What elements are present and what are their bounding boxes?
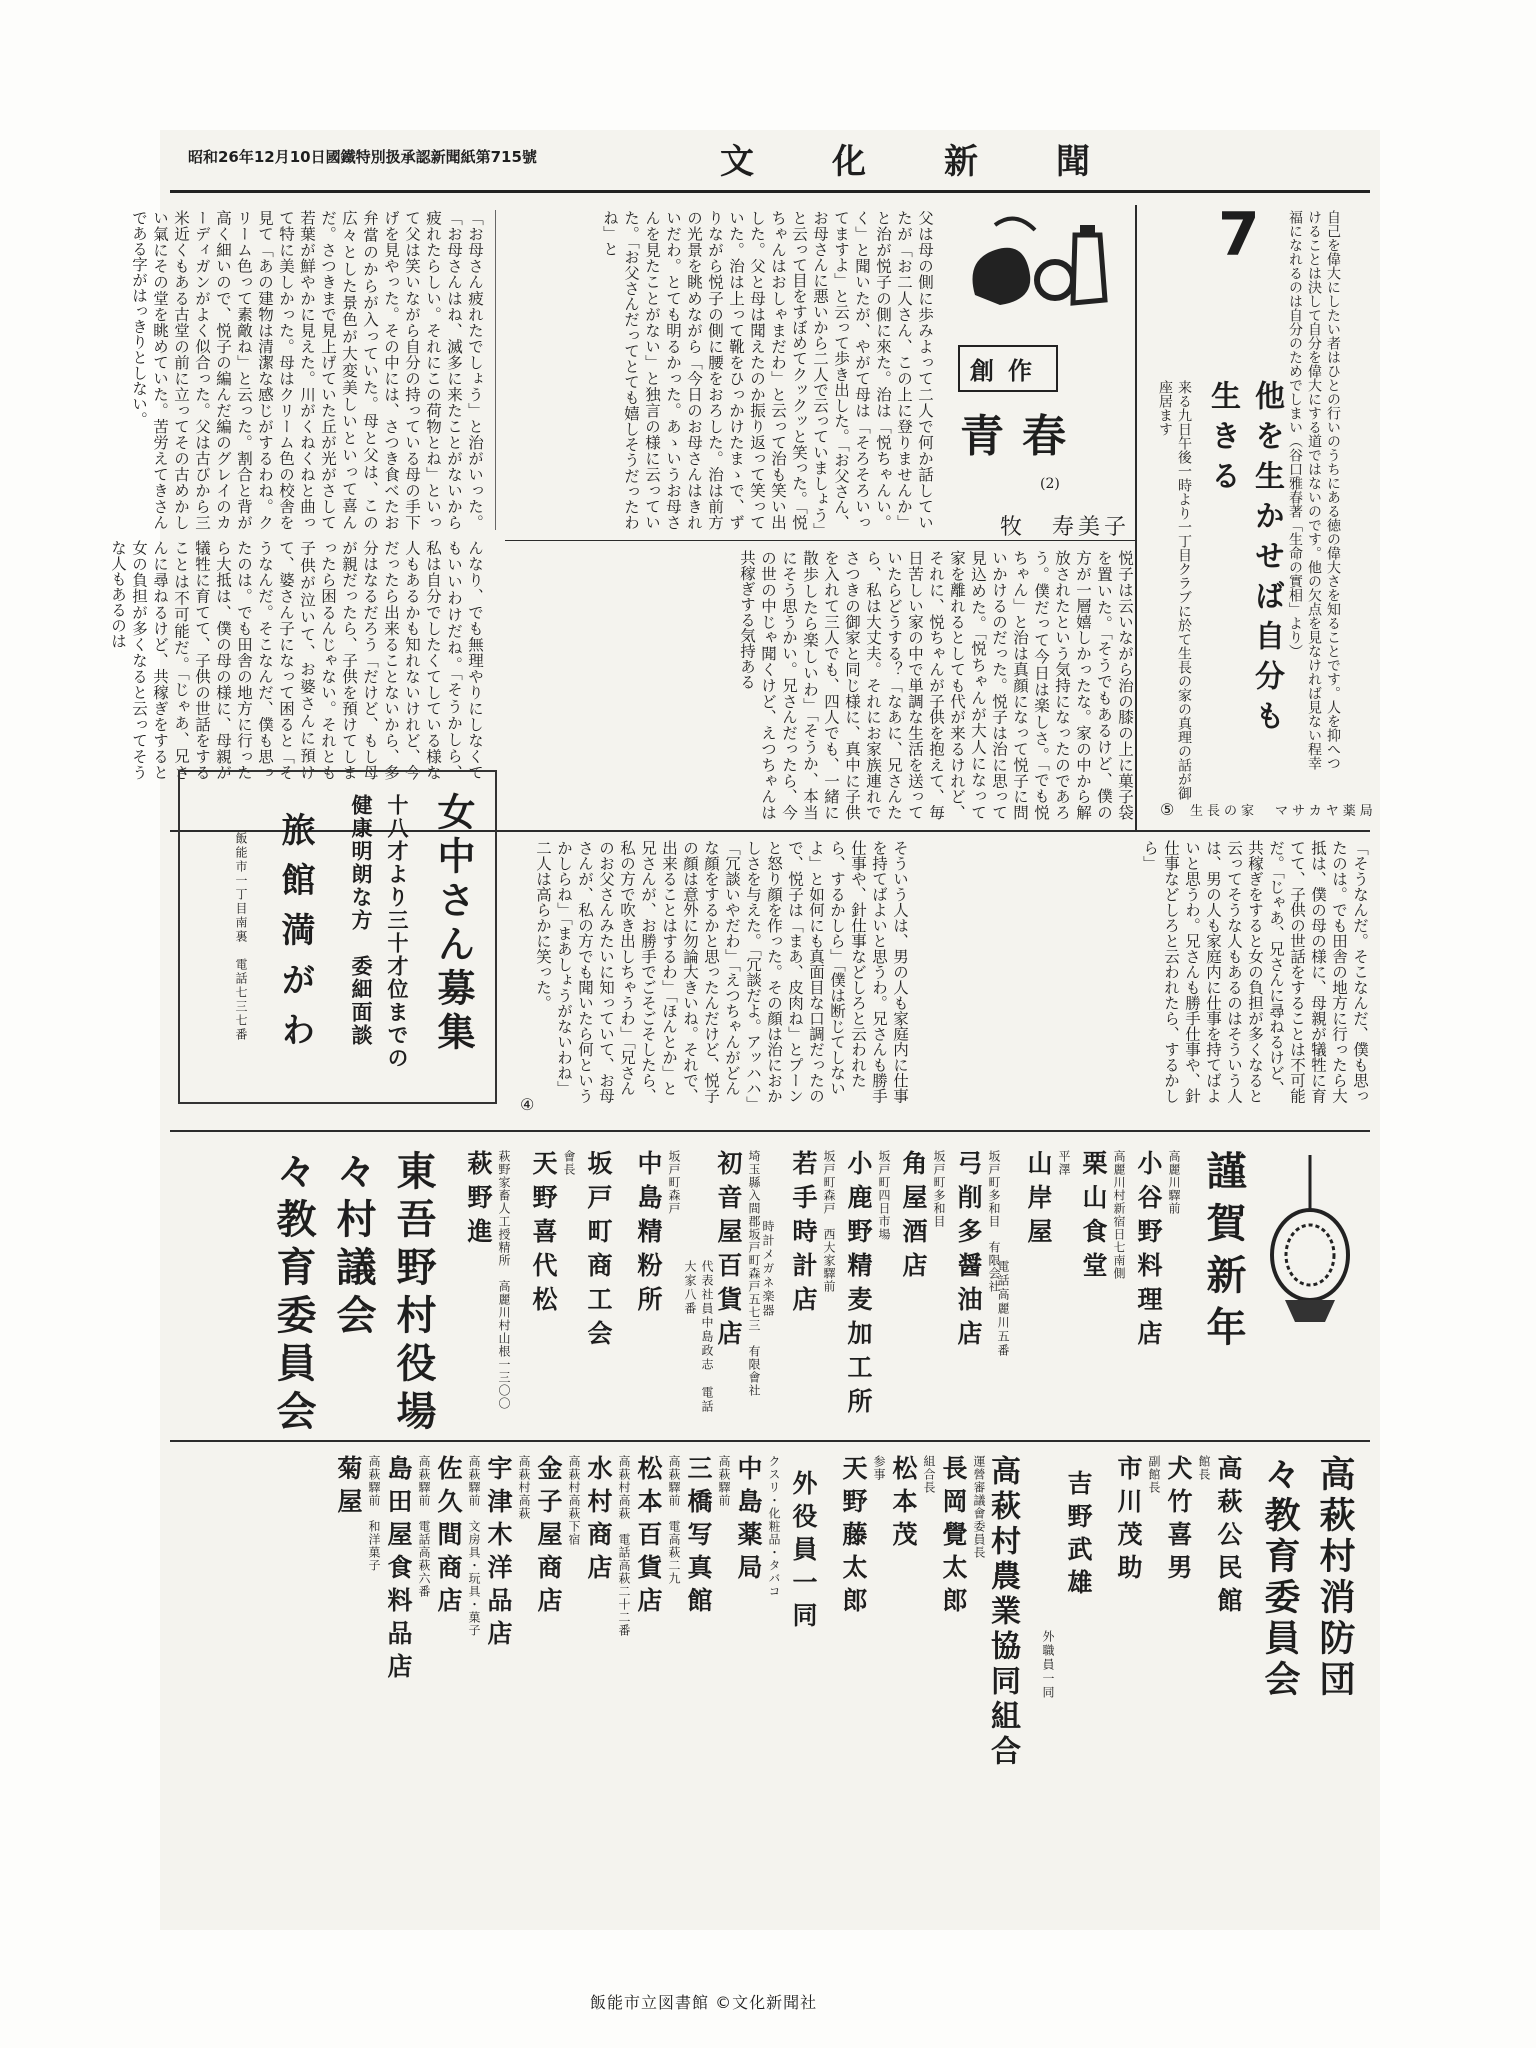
motto-body: 自己を偉大にしたい者はひとの行いのうちにある徳の偉大さを知ることです。人を抑へつけることは決して自分を偉大にする道ではないのです。他の欠点を見なければ見ない程幸福になれるのは自分のためでしまい（谷口雅春著「生命の實相」より） [1287,210,1341,770]
greeting-entry-4: 坂戸町多和目 有限会社 弓削多醤油店 [954,1150,1001,1354]
job-ad-title: 女中さん募集 [431,792,476,1056]
story-column-2: 父は母の側に歩みよって二人で何か話していたが「お二人さん、この上に登りませんか」と治が悦子の側に來た。治は「悦ちゃんい。く」と聞いたが、やがて母は「そろそろいってますよ」と云って歩き出した。「お父さん、お母さんに悪いから二人で云っていましょう」と云って目をすぼめてクックッと笑った。「悦ちゃんはおしゃまだわ」と云って治も笑い出した。父と母は聞えたのか振り返って笑っていた。治は上って靴をひっかけたまゝで、ずりながら悦子の側に腰をおろした。治は前方の光景を眺めながら「今日のお母さんはきれいだわ。とても明るかった。あゝいうお母さんを見たことがない」と独言の様に云っていた。「お父さんだってとても嬉しそうだったわね」と [601,210,934,531]
story-title: 青春 [960,411,1084,462]
takahagi-education-board: 々教育委員会 [1259,1455,1301,1701]
header-rule [170,190,1370,193]
greeting-education-board: 々教育委員会 [270,1150,317,1438]
greeting-entry-3: 平澤 山岸屋 [1024,1150,1071,1252]
takahagi-shop-4: 高萩村高萩 電話高萩二十二番 水村商店 [584,1455,631,1637]
coop-officer-2: 組合長 松本茂 [889,1455,936,1554]
motto-circled-number: ⑤ [1160,800,1175,819]
story-column-6: 「そうなんだ。そこなんだ、僕も思ったのは。でも田舎の地方に行ったら大抵は、僕の母の様に、母親が犠牲に育てて、子供の世話をすることは不可能だ。「じゃあ、兄さんに尋ねるけど、共稼ぎをすると女の負担が多くなると云ってそうな人もあるのはそういう人は、男の人も家庭内に仕事を持てばよいと思うわ。兄さんも勝手仕事や、針仕事などしろと云われたら、するかしら」 [1141,840,1369,1104]
takahagi-shop-6: 高萩村高萩 宇津木洋品店 [484,1455,531,1653]
greeting-entry-11: 萩野家畜人工授精所 高麗川村山根一三〇〇 萩野進 [464,1150,511,1410]
greeting-village-assembly: 々村議会 [330,1150,377,1342]
greetings-title: 謹賀新年 [1200,1150,1247,1358]
coop-officer-4: 外役員一同 [789,1470,818,1635]
coop-officer-3: 参事 天野藤太郎 [839,1455,886,1620]
story-column-3: 悦子は云いながら治の膝の上に菓子袋を置いた。「そうでもあるけど、僕の方が一層嬉しかったな。家の中から解放されたという気持になったのであろう。僕だって今日は楽しさ。「でも悦ちゃん」と治は真顔になって悦子に問いかけるのだった。悦子は治に思って見込めた。「悦ちゃんが大人になって家を離れるとしても代が来るけれど、それに、悦ちゃんが子供を抱えて、毎日苦しい家の中で単調な生活を送っていたらどうする？「なあに、兄さんたら、私は大丈夫。それにお家族連れでさつきの御家と同じ様に、真中に子供を入れて三人でも、四人でも、一緒に散歩したら楽しいわ」「そうか、本当にそう思うかい。兄さんだったら、今の世の中じゃ聞くけど、えつちゃんは共稼ぎする気持ある [738,550,1134,820]
job-ad-conditions: 十八才より三十才位までの健康明朗な方 委細面談 [349,794,410,1070]
takahagi-shop-1: クスリ・化粧品・タバコ 中島薬局 [734,1455,781,1598]
takahagi-shop-8: 高萩驛前 電話高萩六番 島田屋食料品店 [384,1455,431,1686]
greeting-entry-10: 會長 天野喜代松 [529,1150,576,1320]
takahagi-shop-2: 高萩驛前 三橋写真館 [684,1455,731,1620]
issue-number: 7 [1218,200,1260,270]
story-illustration-icon [955,205,1115,325]
story-part: (2) [1040,476,1060,492]
library-credit: 飯能市立図書館 ©文化新聞社 [590,1993,818,2012]
story-column-4: んなり、でも無理やりにしなくてもいいわけだね。「そうかしら、私は自分でしたくてしている様な人もあるかも知れないけれど、今だったら出来ることないから、多分はなるだろう「だけど、もし母が親だったら、子供を預けてしまったら困るんじゃない。それとも子供が泣いて、お婆さんに預けて、婆さん子になって困ると「そうなんだ。そこなんだ、僕も思ったのは。でも田舎の地方に行ったら大抵は、僕の母の様に、母親が犠牲に育てて、子供の世話をすることは不可能だ。「じゃあ、兄さんに尋ねるけど、共稼ぎをすると女の負担が多くなると云ってそうな人もあるのは [109,540,484,781]
motto-title: 他を生かせば自分も生きる [1205,380,1284,740]
takahagi-agri-coop: 高萩村農業協同組合 [985,1455,1020,1770]
takahagi-shop-3: 高萩驛前 電高萩二九 松本百貨店 [634,1455,681,1620]
newspaper-page [109,130,1380,1930]
job-ad-box [178,770,497,1104]
story-label: 創作 [958,345,1058,392]
greeting-entry-3-phone: 電話高麗川五番 [996,1260,1010,1358]
motto-notice: 来る九日午後一時より一丁目クラブに於て生長の家の真理の話が御座居ます [1157,380,1192,800]
kominkan-officer-3: 吉野武雄 [1064,1470,1093,1602]
greeting-entry-8: 埼玉縣入間郡坂戸町森戸五七三 有限會社 初音屋百貨店 [714,1150,761,1397]
takahagi-shop-5: 高萩村高萩下宿 金子屋商店 [534,1455,581,1620]
takahagi-shop-7: 高萩驛前 文房具・玩具・菓子 佐久間商店 [434,1455,481,1637]
greeting-entry-9: 坂戸町森戸 中島精粉所 [634,1150,681,1320]
takahagi-shop-9: 高萩驛前 和洋菓子 菊屋 [334,1455,381,1572]
kominkan-staff-note: 外職員一同 [1041,1630,1055,1700]
kominkan-officer-1: 館長 犬竹喜男 [1164,1455,1211,1587]
story-author: 牧 寿美子 [1000,515,1131,540]
greeting-entry-7-note: 時計メガネ楽器 [761,1220,775,1318]
permit-line: 昭和26年12月10日國鐵特別扱承認新聞紙第715號 [188,148,537,166]
story-circled-number: ④ [520,1095,535,1114]
new-year-ornament-icon [1265,1150,1355,1330]
greeting-entry-6: 坂戸町四日市場 小鹿野精麦加工所 [844,1150,891,1422]
masthead-title: 文化新聞 [720,142,1168,182]
job-ad-inn-name: 旅館満がわ [275,812,315,1062]
story-column-5: そういう人は、男の人も家庭内に仕事を持てばよいと思うわ。兄さんも勝手仕事や、針仕事などしろと云われたら、するかしら」「僕は断じてしないよ」と如何にも真面目な口調だったので、悦子は「まあ、皮肉ね」とプーンと怒り顔を作った。その顔は治におかしさを与えた。「冗談だよ。アッハハ」「冗談いやだわ」「えつちゃんがどんな顔をするかと思ったんだけど、悦子の顔は意外に勿論大きいね。それで、出来ることはするわ」「ほんとか」と兄さんが、お勝手でごそごそしたら、私の方で吹き出しちゃうわ」「兄さんのお父さんみたいに知っていて、お母さんが、私の方でも聞いたら何というかしらね」「まあしょうがないわね」二人は高らかに笑った。 [534,840,909,1104]
kominkan-officer-2: 副館長 市川茂助 [1114,1455,1161,1587]
greeting-entry-5: 坂戸町多和目 角屋酒店 [899,1150,946,1286]
greeting-higashiagano-office: 東吾野村役場 [390,1150,437,1438]
job-ad-address: 飯能市一丁目南裏 電話七三七番 [234,832,248,1042]
takahagi-fire-brigade: 高萩村消防団 [1314,1455,1356,1701]
story-column-1: 「お母さん疲れたでしょう」と治がいった。「お母さんはね、滅多に来たことがないから疲れたらしい。それにこの荷物とね」といって父は笑いながら自分の持っている母の手下げを見やった。その中には、さつき食べたお弁當のからが入っていた。母と父は、この広々とした景色が大変美しいといって喜んだ。さつきまで見上げていた丘が光がさして若葉が鮮やかに見えた。川がくねくねと曲って特に美しかった。母はクリーム色の校舎を見て「あの建物は清潔な感じがするわね。クリーム色って素敵ね」と云った。割合と背が高く細いので、悦子の編んだ編のグレイのカーディガンがよく似合った。父は古びから三米近くもある古堂の前に立ってその古めかしい氣にその堂を眺めていた。苦労えてきさんである字がはっきりとしない。 [130,210,484,531]
coop-officer-1: 運營審議會委員長 長岡覺太郎 [939,1455,986,1620]
greeting-entry-8-rep: 代表社員中島政志 電話大家八番 [683,1260,714,1414]
motto-sponsor: 生長の家 マサカヤ薬局 [1190,804,1377,819]
greeting-sakado-chamber: 坂戸町商工会 [584,1150,613,1354]
greeting-entry-7: 坂戸町森戸 西大家驛前 若手時計店 [789,1150,836,1320]
takahagi-kominkan: 高萩公民館 [1214,1455,1243,1620]
greeting-entry-2: 高麗川村新宿日七南側 栗山食堂 [1079,1150,1126,1286]
motto-divider [1135,205,1137,830]
greeting-entry-1: 高麗川驛前 小谷野料理店 [1134,1150,1181,1354]
